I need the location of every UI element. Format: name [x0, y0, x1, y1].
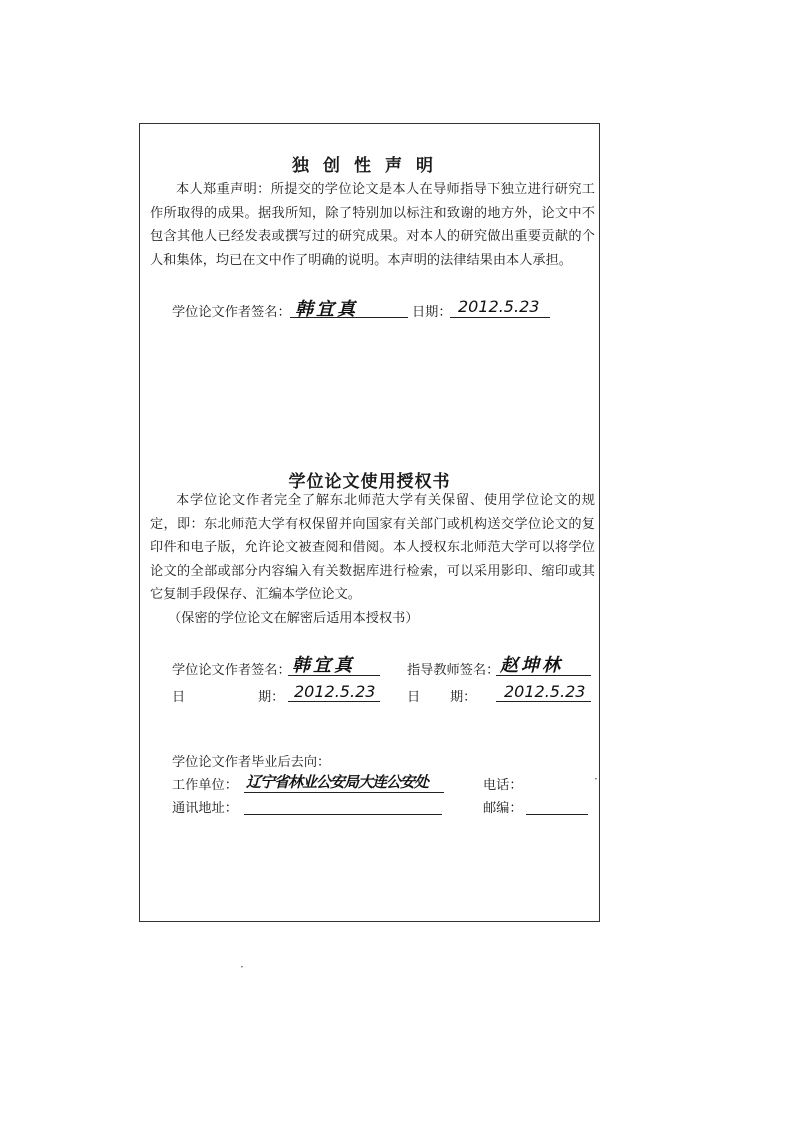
graduate-heading: 学位论文作者毕业后去向： — [172, 755, 331, 770]
postcode-label: 邮编： — [483, 801, 523, 816]
advisor-date-line — [496, 701, 591, 702]
workplace-value: 辽宁省林业公安局大连公安处 — [246, 773, 429, 791]
declaration-signature-line — [290, 317, 408, 318]
advisor-date-label-ri: 日 — [407, 690, 421, 705]
advisor-date-label-qi: 期： — [450, 690, 477, 705]
confidential-note: （保密的学位论文在解密后适用本授权书） — [168, 611, 419, 626]
workplace-label: 工作单位： — [172, 778, 238, 793]
declaration-date: 2012.5.23 — [458, 297, 540, 316]
declaration-body: 本人郑重声明：所提交的学位论文是本人在导师指导下独立进行研究工作所取得的成果。据我所知，除了特别加以标注和致谢的地方外，论文中不包含其他人已经发表或撰写过的研究成果。对本人的研究做出重要贡献的个人和集体，均已在文中作了明确的说明。本声明的法律结果由本人承担。 — [150, 182, 595, 268]
advisor-signature-line — [496, 675, 591, 676]
address-line — [244, 814, 442, 815]
advisor-date: 2012.5.23 — [504, 682, 586, 701]
author-date-line — [288, 701, 380, 702]
scan-speck: · — [240, 960, 244, 974]
declaration-date-label: 日期： — [412, 305, 452, 320]
declaration-signature-label: 学位论文作者签名： — [172, 305, 291, 320]
advisor-signature-label: 指导教师签名： — [407, 663, 500, 678]
author-date-label-ri: 日 — [172, 690, 186, 705]
author-signature: 韩宜真 — [292, 655, 355, 676]
postcode-line — [526, 814, 588, 815]
author-signature-label: 学位论文作者签名： — [172, 663, 291, 678]
authorization-body: 本学位论文作者完全了解东北师范大学有关保留、使用学位论文的规定，即：东北师范大学有权保留并向国家有关部门或机构送交学位论文的复印件和电子版，允许论文被查阅和借阅。本人授权东北师范大学可以将学位论文的全部或部分内容编入有关数据库进行检索，可以采用影印、缩印或其它复制手段保存、汇编本学位论文。 — [150, 493, 595, 602]
phone-line — [526, 792, 592, 793]
author-date: 2012.5.23 — [294, 682, 376, 701]
declaration-signature: 韩宜真 — [295, 299, 358, 320]
declaration-form — [139, 123, 600, 922]
declaration-date-line — [450, 317, 550, 318]
workplace-line — [244, 792, 444, 793]
scan-speck: · — [594, 772, 598, 786]
declaration-title: 独创性声明 — [292, 156, 447, 176]
author-signature-line — [288, 675, 380, 676]
advisor-signature: 赵坤林 — [500, 655, 563, 676]
author-date-label-qi: 期： — [258, 690, 285, 705]
phone-label: 电话： — [483, 778, 523, 793]
address-label: 通讯地址： — [172, 801, 238, 816]
authorization-title: 学位论文使用授权书 — [288, 472, 451, 492]
